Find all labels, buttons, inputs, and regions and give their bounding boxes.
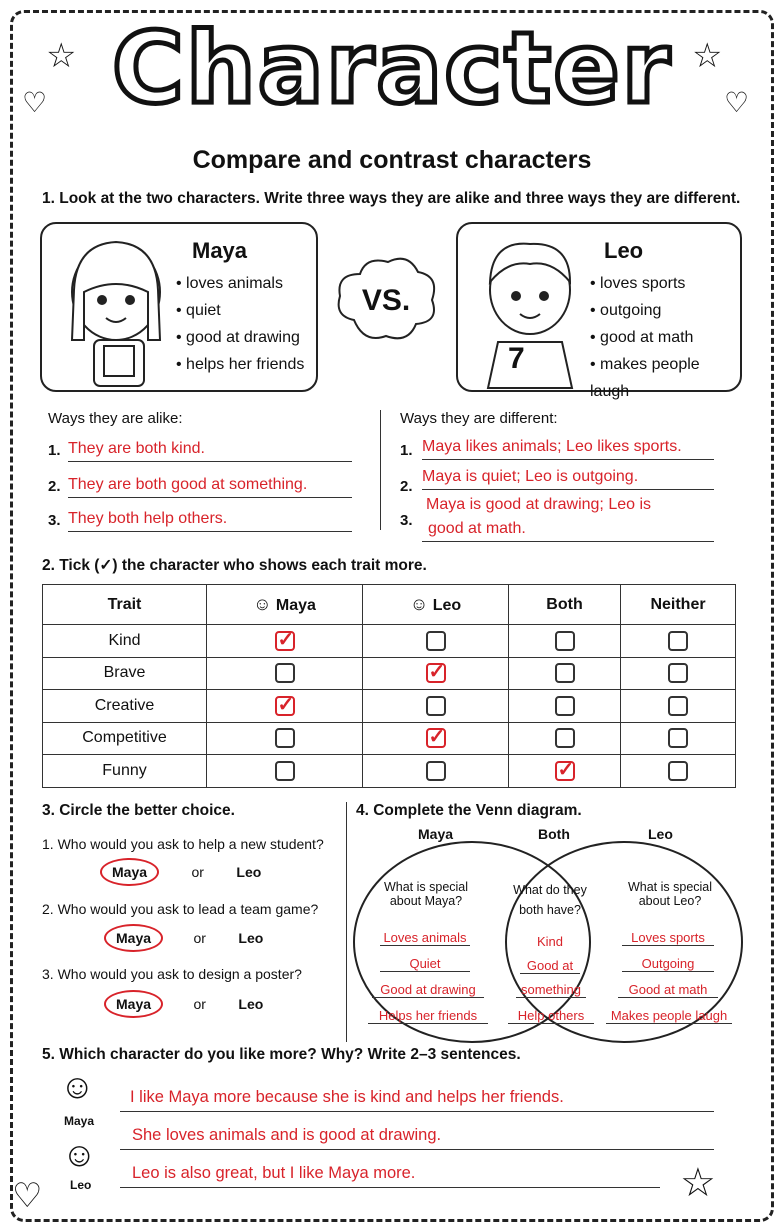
table-header-row xyxy=(43,585,736,625)
traits-table xyxy=(42,584,736,788)
venn-right-answer[interactable]: Makes people laugh xyxy=(606,1008,732,1024)
checkbox-cell xyxy=(509,625,621,658)
trait-item: • good at drawing xyxy=(176,324,304,351)
leo-name: Leo xyxy=(604,238,644,263)
checkbox-cell xyxy=(509,755,621,788)
col-leo xyxy=(363,585,509,625)
venn-left-answer[interactable]: Quiet xyxy=(380,956,470,972)
checkbox-neither[interactable] xyxy=(668,696,688,716)
checkbox-cell xyxy=(207,690,363,723)
checkbox-neither[interactable] xyxy=(668,663,688,683)
checkbox-neither[interactable] xyxy=(668,761,688,781)
alike-answer-2[interactable]: They are both good at something. xyxy=(68,476,352,498)
checkbox-cell xyxy=(207,755,363,788)
different-answer-2[interactable]: Maya is quiet; Leo is outgoing. xyxy=(422,468,714,490)
venn-label-right: Leo xyxy=(648,826,673,842)
table-row xyxy=(43,690,736,723)
page-title: Character xyxy=(111,12,672,126)
checkbox-leo[interactable] xyxy=(426,663,446,683)
maya-traits xyxy=(176,270,304,378)
checkbox-maya[interactable] xyxy=(275,631,295,651)
leo-face-icon: ☺ xyxy=(62,1136,97,1174)
q3-prompt: 3. Circle the better choice. xyxy=(42,802,235,819)
trait-item: • quiet xyxy=(176,297,304,324)
checkbox-cell xyxy=(509,690,621,723)
leo-face-icon: ☺ xyxy=(409,594,429,614)
shooting-star-icon: ☆ xyxy=(680,1161,716,1205)
trait-item: • helps her friends xyxy=(176,351,304,378)
checkbox-cell xyxy=(509,722,621,755)
checkbox-cell xyxy=(207,625,363,658)
alike-label: Ways they are alike: xyxy=(48,410,183,427)
venn-middle-answer[interactable]: Good at xyxy=(520,958,580,974)
col-trait: Trait xyxy=(43,585,207,625)
checkbox-cell xyxy=(207,657,363,690)
leo-illustration xyxy=(468,230,598,390)
col-neither: Neither xyxy=(621,585,736,625)
q5-answer-line[interactable]: Leo is also great, but I like Maya more. xyxy=(120,1164,660,1188)
col-both: Both xyxy=(509,585,621,625)
trait-cell: Brave xyxy=(43,657,207,690)
trait-item: • makes people laugh xyxy=(590,351,740,405)
different-answer-1[interactable]: Maya likes animals; Leo likes sports. xyxy=(422,438,714,460)
alike-number: 3. xyxy=(48,512,61,529)
checkbox-both[interactable] xyxy=(555,761,575,781)
checkbox-cell xyxy=(363,690,509,723)
checkbox-maya[interactable] xyxy=(275,696,295,716)
heart-icon: ♡ xyxy=(724,87,750,118)
q2-prompt: 2. Tick (✓) the character who shows each trait more. xyxy=(42,557,427,574)
column-divider xyxy=(380,410,381,530)
maya-face-icon: ☺ xyxy=(253,594,272,614)
maya-name: Maya xyxy=(192,238,248,263)
q5-answer-line[interactable]: I like Maya more because she is kind and helps her friends. xyxy=(120,1088,714,1112)
different-answer-3a[interactable]: Maya is good at drawing; Leo is xyxy=(426,496,652,513)
checkbox-leo[interactable] xyxy=(426,761,446,781)
q5-leo-label: Leo xyxy=(70,1178,92,1192)
choice-leo[interactable]: Leo xyxy=(238,930,264,946)
or-label: or xyxy=(191,864,204,880)
different-number: 3. xyxy=(400,512,413,529)
checkbox-both[interactable] xyxy=(555,728,575,748)
table-row xyxy=(43,625,736,658)
checkbox-cell xyxy=(509,657,621,690)
table-row xyxy=(43,755,736,788)
checkbox-cell xyxy=(621,755,736,788)
venn-right-answer[interactable]: Good at math xyxy=(618,982,718,998)
venn-right-question: What is special about Leo? xyxy=(627,880,713,908)
checkbox-cell xyxy=(363,625,509,658)
checkbox-cell xyxy=(363,722,509,755)
venn-right-answer[interactable]: Loves sports xyxy=(622,930,714,946)
checkbox-cell xyxy=(207,722,363,755)
checkbox-cell xyxy=(621,657,736,690)
maya-card xyxy=(40,222,318,392)
q5-answer-line[interactable]: She loves animals and is good at drawing. xyxy=(120,1126,714,1150)
trait-item: • loves animals xyxy=(176,270,304,297)
q1-prompt: 1. Look at the two characters. Write three ways they are alike and three ways they are different. xyxy=(42,190,741,207)
checkbox-maya[interactable] xyxy=(275,663,295,683)
checkbox-cell xyxy=(621,625,736,658)
choice-maya[interactable]: Maya xyxy=(104,924,163,952)
checkbox-maya[interactable] xyxy=(275,761,295,781)
checkbox-cell xyxy=(363,755,509,788)
table-row xyxy=(43,722,736,755)
col-leo-label: Leo xyxy=(432,597,462,614)
different-number: 2. xyxy=(400,478,413,495)
heart-icon: ♡ xyxy=(12,1177,43,1215)
q3-choices-2 xyxy=(104,924,263,952)
choice-leo[interactable]: Leo xyxy=(236,864,262,880)
checkbox-leo[interactable] xyxy=(426,696,446,716)
checkbox-maya[interactable] xyxy=(275,728,295,748)
choice-leo[interactable]: Leo xyxy=(238,996,264,1012)
alike-answer-3[interactable]: They both help others. xyxy=(68,510,352,532)
or-label: or xyxy=(193,996,206,1012)
different-label: Ways they are different: xyxy=(400,410,558,427)
checkbox-cell xyxy=(621,690,736,723)
trait-item: • outgoing xyxy=(590,297,740,324)
venn-right-answer[interactable]: Outgoing xyxy=(622,956,714,972)
checkbox-neither[interactable] xyxy=(668,728,688,748)
q5-maya-label: Maya xyxy=(64,1114,95,1128)
q4-prompt: 4. Complete the Venn diagram. xyxy=(356,802,582,819)
checkbox-cell xyxy=(363,657,509,690)
trait-cell: Creative xyxy=(43,690,207,723)
venn-left-question: What is special about Maya? xyxy=(383,880,469,908)
alike-number: 2. xyxy=(48,478,61,495)
alike-answer-1[interactable]: They are both kind. xyxy=(68,440,352,462)
choice-maya[interactable]: Maya xyxy=(100,858,159,886)
q3-choices-3 xyxy=(104,990,263,1018)
checkbox-both[interactable] xyxy=(555,696,575,716)
trait-item: • good at math xyxy=(590,324,740,351)
heart-icon: ♡ xyxy=(22,87,48,118)
choice-maya[interactable]: Maya xyxy=(104,990,163,1018)
trait-cell: Funny xyxy=(43,755,207,788)
page-subtitle: Compare and contrast characters xyxy=(192,146,592,174)
venn-middle-answer[interactable]: something xyxy=(516,982,586,998)
checkbox-both[interactable] xyxy=(555,631,575,651)
venn-middle-answer[interactable]: Help others xyxy=(508,1008,594,1024)
trait-cell: Competitive xyxy=(43,722,207,755)
leo-shirt-number: 7 xyxy=(508,342,525,375)
col-maya-label: Maya xyxy=(275,597,316,614)
venn-left-answer[interactable]: Loves animals xyxy=(380,930,470,946)
venn-label-middle: Both xyxy=(538,826,570,842)
q3-question-1: 1. Who would you ask to help a new student? xyxy=(42,836,324,852)
q3-question-2: 2. Who would you ask to lead a team game? xyxy=(42,901,319,917)
different-answer-3b[interactable]: good at math. xyxy=(422,520,714,542)
venn-middle-question: What do they both have? xyxy=(513,883,587,917)
venn-left-answer[interactable]: Good at drawing xyxy=(372,982,484,998)
table-row xyxy=(43,657,736,690)
checkbox-leo[interactable] xyxy=(426,631,446,651)
col-maya xyxy=(207,585,363,625)
star-icon: ☆ xyxy=(692,37,723,75)
trait-cell: Kind xyxy=(43,625,207,658)
venn-left-answer[interactable]: Helps her friends xyxy=(368,1008,488,1024)
venn-middle-answer[interactable]: Kind xyxy=(536,934,564,949)
checkbox-cell xyxy=(621,722,736,755)
checkbox-neither[interactable] xyxy=(668,631,688,651)
venn-label-left: Maya xyxy=(418,826,454,842)
maya-face-icon: ☺ xyxy=(60,1068,95,1106)
or-label: or xyxy=(193,930,206,946)
alike-number: 1. xyxy=(48,442,61,459)
checkbox-both[interactable] xyxy=(555,663,575,683)
q3-choices-1 xyxy=(100,858,261,886)
star-icon: ☆ xyxy=(46,37,77,75)
leo-card xyxy=(456,222,742,400)
leo-traits xyxy=(590,270,740,405)
column-divider xyxy=(346,802,347,1042)
q5-prompt: 5. Which character do you like more? Why? Write 2–3 sentences. xyxy=(42,1046,521,1063)
maya-illustration xyxy=(56,230,186,390)
q3-question-3: 3. Who would you ask to design a poster? xyxy=(42,966,302,982)
checkbox-leo[interactable] xyxy=(426,728,446,748)
trait-item: • loves sports xyxy=(590,270,740,297)
different-number: 1. xyxy=(400,442,413,459)
vs-label: VS. xyxy=(361,284,411,317)
